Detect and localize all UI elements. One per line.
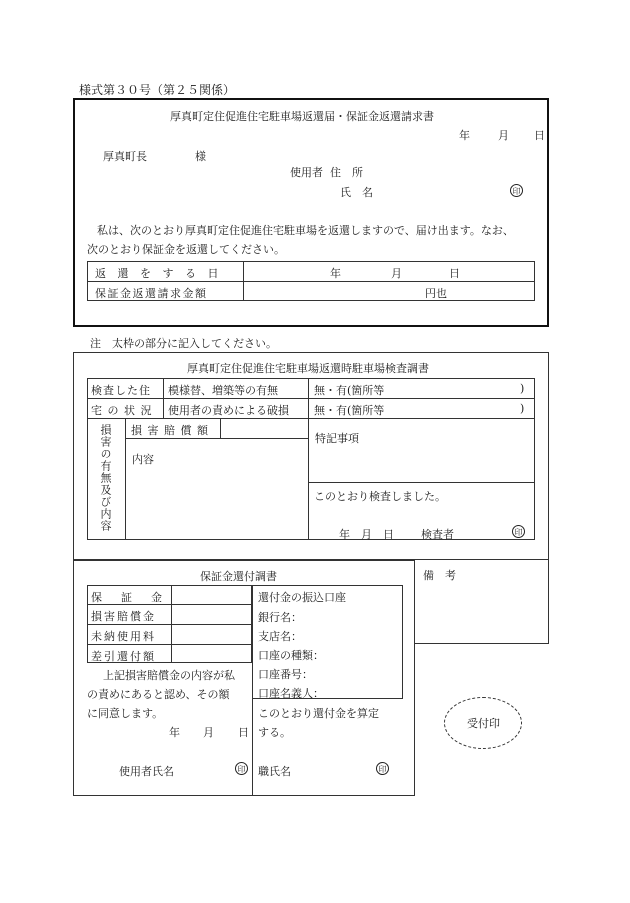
form-title: 厚真町定住促進住宅駐車場返還届・保証金返還請求書 [170, 110, 434, 123]
inspect-date-day: 日 [383, 528, 394, 541]
seal-mark: 印 [510, 184, 523, 197]
staff-name-label: 職氏名 [258, 765, 291, 778]
return-date-year: 年 [330, 267, 341, 280]
user-seal: 印 [235, 762, 248, 775]
inspection-table [87, 378, 535, 540]
special-notes-label: 特記事項 [315, 432, 359, 445]
date-day: 日 [534, 129, 545, 142]
consent-line3: に同意します。 [87, 707, 164, 720]
alteration-close: ) [520, 382, 525, 395]
body-text-line1: 私は、次のとおり厚真町定住促進住宅駐車場を返還しますので、届け出ます。なお、 [97, 224, 514, 237]
account-number-label: 口座番号： [258, 668, 313, 681]
inspector-seal: 印 [512, 525, 525, 538]
return-date-month: 月 [391, 267, 402, 280]
damage-close: ) [520, 402, 525, 415]
address-label: 住 所 [330, 166, 363, 179]
consent-date-month: 月 [203, 726, 214, 739]
content-label: 内容 [132, 453, 154, 466]
state-label-2: 宅 の 状 況 [91, 404, 153, 417]
remarks-label: 備 考 [423, 569, 456, 582]
damage-item: 使用者の責めによる破損 [168, 404, 289, 417]
note-text: 注 太枠の部分に記入してください。 [90, 337, 277, 350]
account-type-label: 口座の種類： [258, 649, 324, 662]
refund-amount-unit: 円也 [425, 287, 447, 300]
name-label: 氏 名 [340, 186, 373, 199]
inspection-title: 厚真町定住促進住宅駐車場返還時駐車場検査調書 [187, 362, 429, 375]
refund-title: 保証金還付調書 [200, 570, 277, 583]
consent-date-day: 日 [238, 726, 249, 739]
addressee-honorific: 様 [195, 150, 206, 163]
damage-amount-label: 損 害 賠 償 額 [131, 424, 209, 437]
damage-vertical-label: 損害の有無及び内容 [99, 424, 112, 532]
refund-amount-label: 保証金返還請求金額 [95, 287, 208, 300]
user-name-label: 使用者氏名 [119, 765, 174, 778]
deposit-label: 保 証 金 [91, 591, 166, 604]
branch-name-label: 支店名： [258, 630, 302, 643]
consent-line2: の責めにあると認め、その額 [87, 688, 230, 701]
bank-name-label: 銀行名： [258, 611, 302, 624]
user-label: 使用者 [290, 166, 323, 179]
body-text-line2: 次のとおり保証金を返還してください。 [87, 243, 285, 256]
calc-line2: する。 [258, 726, 291, 739]
form-number: 様式第３０号（第２５関係） [79, 83, 236, 97]
inspect-date-year: 年 [339, 528, 350, 541]
state-label-1: 検査した住 [91, 384, 151, 397]
damage-value: 無・有(箇所等 [314, 404, 385, 417]
account-holder-label: 口座名義人： [258, 687, 324, 700]
calc-line1: このとおり還付金を算定 [258, 707, 379, 720]
date-month: 月 [498, 129, 509, 142]
consent-date-year: 年 [169, 726, 180, 739]
unpaid-fee-label: 未納使用料 [91, 630, 156, 643]
consent-line1: 上記損害賠償金の内容が私 [103, 669, 235, 682]
return-date-day: 日 [449, 267, 460, 280]
alteration-value: 無・有(箇所等 [314, 384, 385, 397]
alteration-item: 模様替、増築等の有無 [168, 384, 278, 397]
date-year: 年 [459, 129, 470, 142]
inspected-statement: このとおり検査しました。 [314, 490, 446, 503]
net-refund-label: 差引還付額 [91, 650, 156, 663]
damages-label: 損害賠償金 [91, 610, 156, 623]
addressee: 厚真町長 [103, 150, 147, 163]
inspect-date-month: 月 [361, 528, 372, 541]
reception-stamp-label: 受付印 [467, 717, 500, 730]
account-title: 還付金の振込口座 [258, 591, 346, 604]
inspector-label: 検査者 [421, 528, 454, 541]
staff-seal: 印 [376, 762, 389, 775]
return-date-label: 返 還 を す る 日 [95, 267, 223, 280]
